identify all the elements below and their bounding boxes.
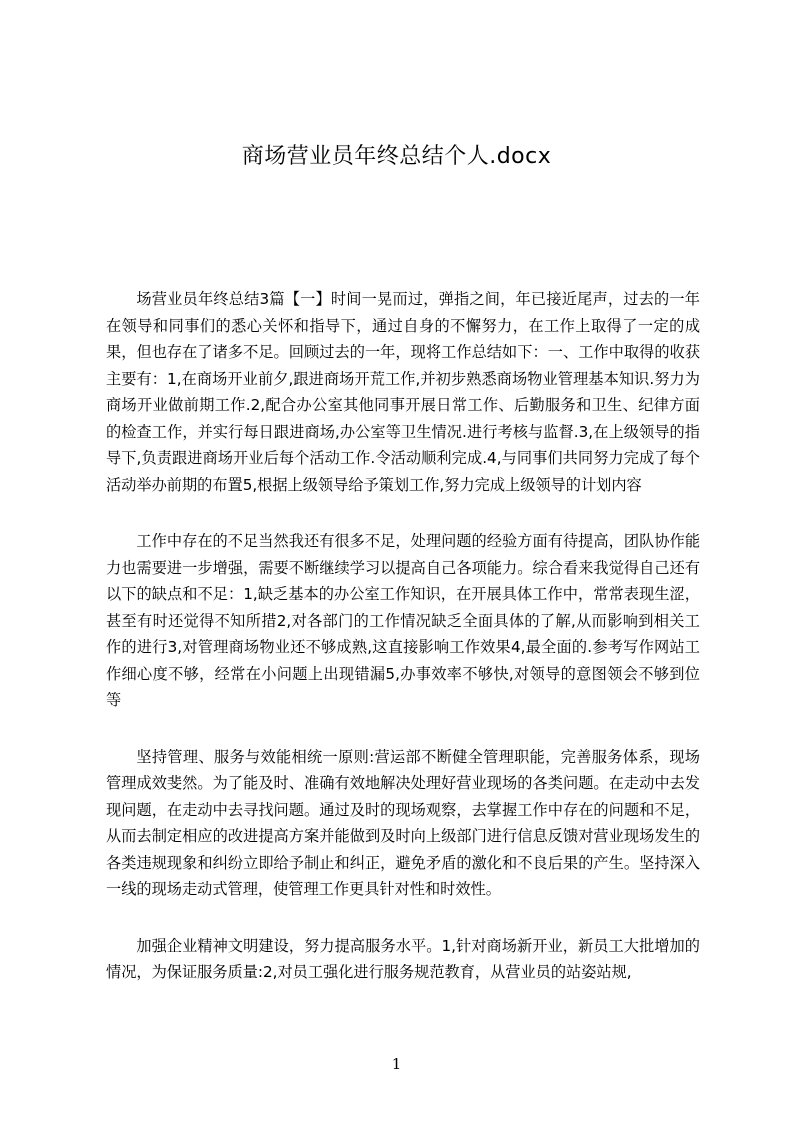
document-title: 商场营业员年终总结个人.docx bbox=[241, 144, 552, 169]
document-body bbox=[106, 286, 700, 1016]
paragraph-2: 工作中存在的不足当然我还有很多不足，处理问题的经验方面有待提高，团队协作能力也需要进一步增强，需要不断继续学习以提高自己各项能力。综合看来我觉得自己还有以下的缺点和不足：1,缺乏基本的办公室工作知识，在开展具体工作中，常常表现生涩，甚至有时还觉得不知所措2,对各部门的工作情况缺乏全面具体的了解,从而影响到相关工作的进行3,对管理商场物业还不够成熟,这直接影响工作效果4,最全面的.参考写作网站工作细心度不够，经常在小问题上出现错漏5,办事效率不够快,对领导的意图领会不够到位等 bbox=[106, 532, 700, 709]
page-number: 1 bbox=[391, 1055, 402, 1073]
paragraph-3: 坚持管理、服务与效能相统一原则:营运部不断健全管理职能，完善服务体系，现场管理成效斐然。为了能及时、准确有效地解决处理好营业现场的各类问题。在走动中去发现问题，在走动中去寻找问题。通过及时的现场观察，去掌握工作中存在的问题和不足，从而去制定相应的改进提高方案并能做到及时向上级部门进行信息反馈对营业现场发生的各类违规现象和纠纷立即给予制止和纠正，避免矛盾的激化和不良后果的产生。坚持深入一线的现场走动式管理，使管理工作更具针对性和时效性。 bbox=[106, 747, 700, 898]
paragraph-4: 加强企业精神文明建设，努力提高服务水平。1,针对商场新开业，新员工大批增加的情况，为保证服务质量:2,对员工强化进行服务规范教育，从营业员的站姿站规, bbox=[106, 936, 700, 981]
paragraph-1: 场营业员年终总结3篇【一】时间一晃而过，弹指之间，年已接近尾声，过去的一年在领导和同事们的悉心关怀和指导下，通过自身的不懈努力，在工作上取得了一定的成果，但也存在了诸多不足。回顾过去的一年，现将工作总结如下：一、工作中取得的收获主要有：1,在商场开业前夕,跟进商场开荒工作,并初步熟悉商场物业管理基本知识.努力为商场开业做前期工作.2,配合办公室其他同事开展日常工作、后勤服务和卫生、纪律方面的检查工作，并实行每日跟进商场,办公室等卫生情况.进行考核与监督.3,在上级领导的指导下,负责跟进商场开业后每个活动工作.令活动顺利完成.4,与同事们共同努力完成了每个活动举办前期的布置5,根据上级领导给予策划工作,努力完成上级领导的计划内容 bbox=[106, 290, 700, 494]
